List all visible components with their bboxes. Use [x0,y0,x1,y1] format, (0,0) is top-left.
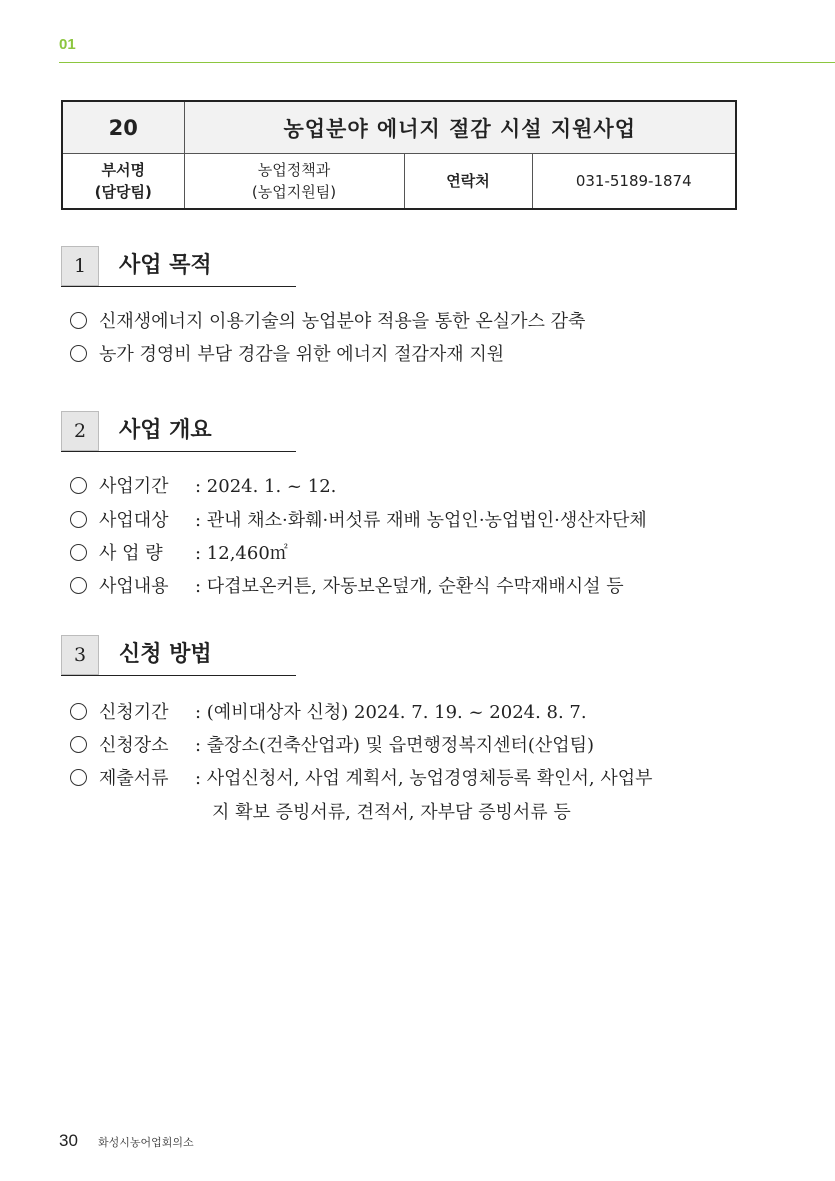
section-title: 사업 목적 [119,253,212,278]
section-header-application [61,635,296,676]
item-continuation: 지 확보 증빙서류, 견적서, 자부담 증빙서류 등 [212,802,571,823]
team-label: (담당팀) [94,183,152,201]
circle-bullet-icon [70,703,87,720]
item-label: 사업대상 [99,510,169,531]
item-value: : 12,460㎡ [195,543,288,564]
section-number: 1 [61,246,99,286]
list-item [70,574,624,600]
item-value: : 다겹보온커튼, 자동보온덮개, 순환식 수막재배시설 등 [195,576,624,597]
item-value: : 사업신청서, 사업 계획서, 농업경영체등록 확인서, 사업부 [195,768,653,789]
circle-bullet-icon [70,577,87,594]
list-item [70,541,288,567]
chapter-divider [59,62,835,63]
team-value: (농업지원팀) [251,183,337,201]
item-text: 농가 경영비 부담 경감을 위한 에너지 절감자재 지원 [99,344,505,365]
list-item [70,766,652,792]
circle-bullet-icon [70,736,87,753]
item-label: 사업기간 [99,476,169,497]
list-item [70,309,585,335]
circle-bullet-icon [70,477,87,494]
circle-bullet-icon [70,511,87,528]
section-title: 신청 방법 [119,642,212,667]
item-label: 신청기간 [99,702,169,723]
item-value: : 2024. 1. ~ 12. [195,476,337,497]
list-item [70,733,594,759]
contact-value: 031-5189-1874 [532,154,736,210]
section-header-overview [61,411,296,452]
item-value: : 관내 채소·화훼·버섯류 재배 농업인·농업법인·생산자단체 [195,510,647,531]
footer-organization: 화성시농어업회의소 [98,1136,194,1149]
section-number: 3 [61,635,99,675]
item-label: 신청장소 [99,735,169,756]
circle-bullet-icon [70,312,87,329]
list-item [70,474,336,500]
circle-bullet-icon [70,345,87,362]
section-number: 2 [61,411,99,451]
list-item [70,508,647,534]
page-number: 30 [59,1131,78,1150]
dept-label-cell [62,154,184,210]
section-title: 사업 개요 [119,418,212,443]
item-label: 사업내용 [99,576,169,597]
contact-label: 연락처 [404,154,532,210]
list-item [70,342,504,368]
chapter-number: 01 [59,36,76,53]
item-label: 제출서류 [99,768,169,789]
dept-label: 부서명 [101,161,145,179]
circle-bullet-icon [70,544,87,561]
info-table [61,100,737,210]
item-value: : (예비대상자 신청) 2024. 7. 19. ~ 2024. 8. 7. [195,702,587,723]
circle-bullet-icon [70,769,87,786]
item-label: 사 업 량 [99,543,163,564]
dept-value: 농업정책과 [257,161,331,179]
list-item [70,700,587,726]
item-text: 신재생에너지 이용기술의 농업분야 적용을 통한 온실가스 감축 [99,311,586,332]
program-number: 20 [62,101,184,154]
program-title: 농업분야 에너지 절감 시설 지원사업 [184,101,736,154]
section-header-purpose [61,246,296,287]
dept-value-cell [184,154,404,210]
item-value: : 출장소(건축산업과) 및 읍면행정복지센터(산업팀) [195,735,595,756]
